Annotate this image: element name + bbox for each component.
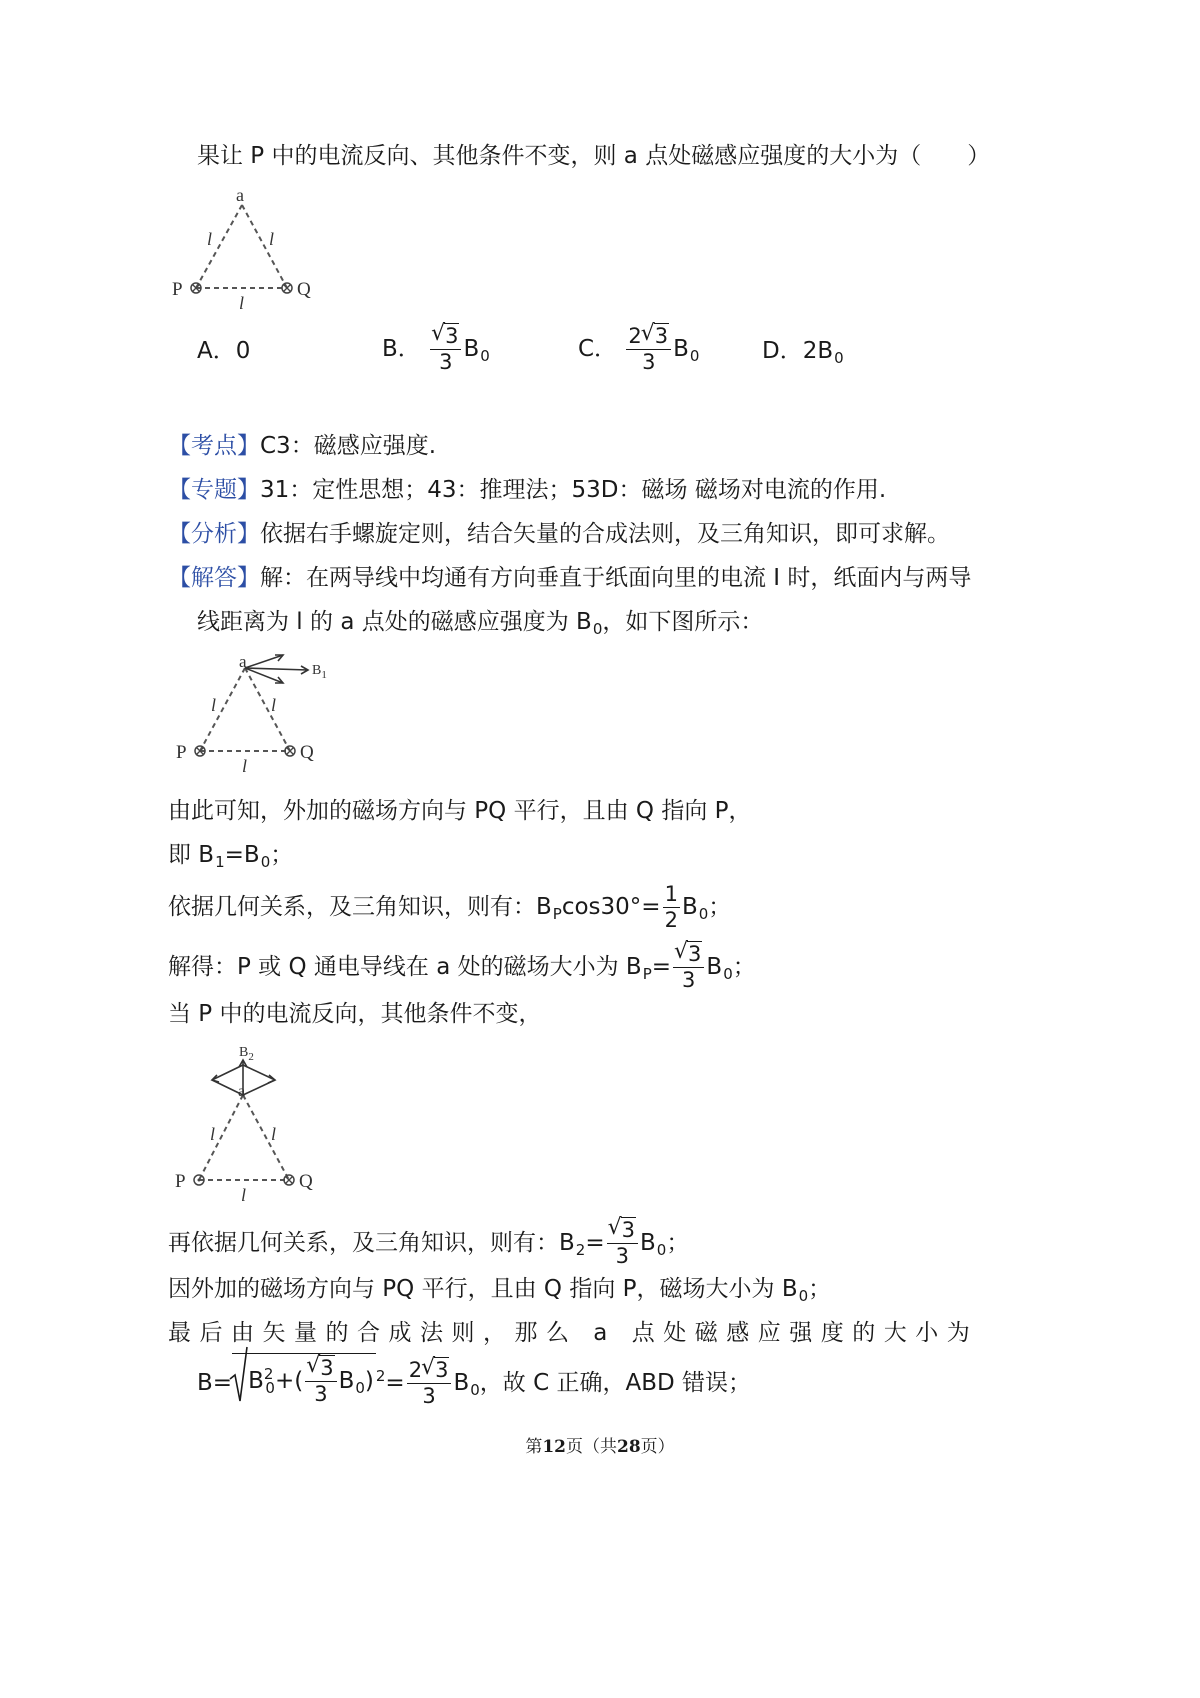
question-line (197, 141, 990, 171)
label-l-left: l (207, 229, 213, 249)
option-b-fraction: √ $\frac{3}{3}$ (430, 326, 461, 373)
label-b2: $B_2$ (239, 1045, 254, 1063)
label-a: a (236, 185, 244, 205)
solution-line-8: 最后由矢量的合成法则，那么 a 点处磁感应强度的大小为 (168, 1320, 979, 1346)
option-a[interactable]: A．0 (197, 338, 251, 364)
big-radical: $B^2_0+$( √ $\frac{3}{3}$ $B_0$) (232, 1363, 376, 1405)
fenxi-tag: 【分析】 (168, 521, 260, 547)
label-q: Q (297, 279, 311, 300)
label-b1: $B_1$ (312, 663, 327, 681)
zhuanti-tag: 【专题】 (168, 477, 260, 503)
label-l-bottom: l (241, 1185, 247, 1205)
label-q: Q (299, 1171, 313, 1192)
option-c[interactable]: C． $\frac{2√ 3}{3}$ $B_0$ (578, 326, 699, 373)
solution-line-2: 即 $B_1=B_0$； (168, 842, 294, 871)
solution-line-9: B= $B^2_0+$( √ $\frac{3}{3}$ $B_0$) $^2$= $\frac{2√ 3}{3}$ $B_0$，故 C 正确，ABD 错误； (197, 1360, 751, 1407)
label-l-right: l (269, 229, 275, 249)
label-l-bottom: l (239, 293, 245, 313)
solution-line-4: 解得：P 或 Q 通电导线在 a 处的磁场大小为 $B_P=$ √ $\frac{3}{3}$ $B_0$； (168, 944, 756, 991)
page-footer: 第12页（共28页） (525, 1437, 675, 1457)
option-b[interactable]: B． √ $\frac{3}{3}$ $B_0$ (382, 326, 490, 373)
label-a: a (239, 652, 247, 671)
label-l-left: l (210, 1124, 216, 1144)
solution-line-7: 因外加的磁场方向与 PQ 平行，且由 Q 指向 P，磁场大小为 $B_0$； (168, 1276, 832, 1305)
fenxi-line: 【分析】依据右手螺旋定则，结合矢量的合成法则，及三角知识，即可求解。 (168, 521, 950, 547)
diagram-triangle-3 (165, 1040, 365, 1205)
solution-line-1: 由此可知，外加的磁场方向与 PQ 平行，且由 Q 指向 P， (168, 798, 752, 824)
solution-line-5: 当 P 中的电流反向，其他条件不变， (168, 1001, 542, 1027)
kaodian-tag: 【考点】 (168, 433, 260, 459)
solution-line-3: 依据几何关系，及三角知识，则有：$B_P\cos 30^\circ=$ $\frac{1}{2}$ $B_0$； (168, 882, 732, 932)
label-q: Q (300, 742, 314, 763)
solution-line-6: 再依据几何关系，及三角知识，则有：$B_2=$ √ $\frac{3}{3}$ $B_0$； (168, 1220, 689, 1267)
diagram-triangle-2 (165, 650, 365, 780)
zhuanti-line: 【专题】31：定性思想；43：推理法；53D：磁场 磁场对电流的作用. (168, 477, 887, 503)
label-l-right: l (271, 1124, 277, 1144)
jieda-tag: 【解答】 (168, 565, 260, 591)
total-page-number: 28 (617, 1437, 641, 1457)
diagram-triangle-1 (165, 185, 365, 315)
label-p: P (176, 742, 187, 763)
label-p: P (175, 1171, 186, 1192)
label-p: P (172, 279, 183, 300)
current-page-number: 12 (542, 1437, 566, 1457)
label-l-left: l (211, 695, 217, 715)
label-l-bottom: l (242, 756, 248, 776)
option-c-fraction: $\frac{2√ 3}{3}$ (626, 326, 671, 373)
jieda-line-2: 线距离为 l 的 a 点处的磁感应强度为 $B_0$，如下图所示： (197, 609, 764, 638)
kaodian-line: 【考点】C3：磁感应强度. (168, 433, 437, 459)
label-a: a (238, 1083, 246, 1100)
option-d[interactable]: D．$2B_0$ (762, 338, 844, 367)
question-text: 果让 P 中的电流反向、其他条件不变，则 a 点处磁感应强度的大小为（ ） (197, 143, 991, 169)
jieda-line-1: 【解答】解：在两导线中均通有方向垂直于纸面向里的电流 I 时，纸面内与两导 (168, 565, 972, 591)
label-l-right: l (271, 695, 277, 715)
